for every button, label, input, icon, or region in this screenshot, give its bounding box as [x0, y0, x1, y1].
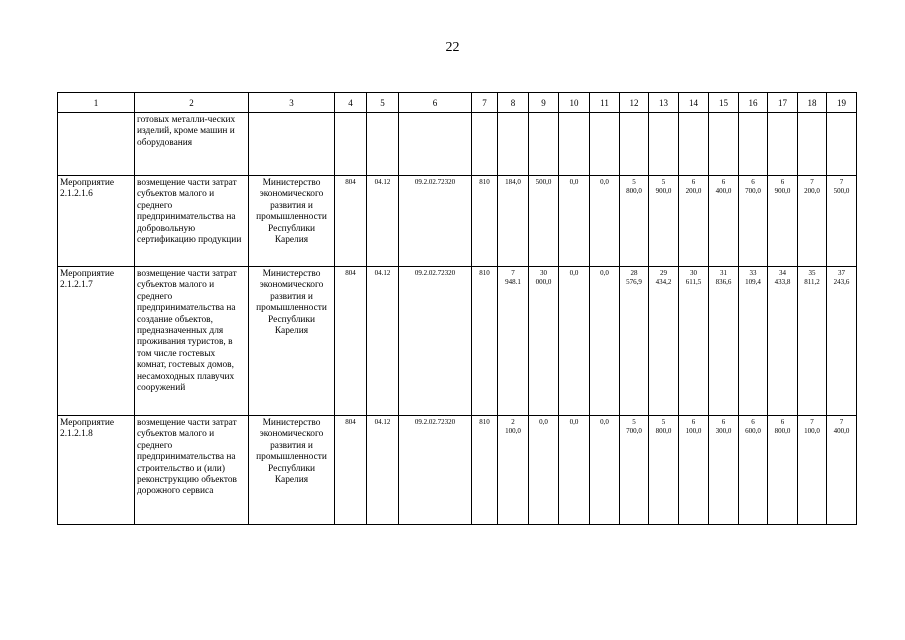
amount-part: 500,0: [535, 178, 552, 186]
amount-cell: [739, 176, 768, 267]
amount-part: 434,2: [655, 278, 672, 286]
amount-part: 400,0: [715, 187, 732, 195]
amount-cell: [798, 416, 827, 525]
amount-part: 811,2: [804, 278, 820, 286]
amount-part: 6: [751, 418, 755, 426]
column-header-14: 14: [679, 93, 709, 113]
amount-cell: [620, 416, 649, 525]
amount-part: 109,4: [745, 278, 761, 286]
amount-cell: [739, 113, 768, 176]
table-row: [58, 416, 857, 525]
amount-part: 836,6: [715, 278, 732, 286]
budget-table: [57, 92, 857, 525]
amount-cell: [529, 113, 559, 176]
column-header-6: 6: [399, 93, 472, 113]
amount-part: 0,0: [600, 418, 609, 426]
amount-part: 6: [780, 178, 785, 186]
amount-part: 5: [632, 178, 636, 186]
amount-cell: [768, 176, 798, 267]
amount-cell: [709, 416, 739, 525]
amount-part: 100,0: [505, 427, 521, 435]
code-cell: 804: [335, 416, 367, 525]
amount-part: 800,0: [774, 427, 791, 435]
amount-part: 800,0: [626, 187, 642, 195]
expense-type-cell: 810: [472, 267, 498, 416]
amount-cell: [679, 267, 709, 416]
column-header-4: 4: [335, 93, 367, 113]
amount-part: 948.1: [505, 278, 521, 286]
column-header-11: 11: [590, 93, 620, 113]
column-header-18: 18: [798, 93, 827, 113]
amount-part: 243,6: [833, 278, 850, 286]
amount-part: 200,0: [685, 187, 702, 195]
amount-cell: [620, 176, 649, 267]
amount-cell: [827, 416, 857, 525]
amount-cell: [590, 267, 620, 416]
column-header-2: 2: [135, 93, 249, 113]
section-cell: [367, 113, 399, 176]
amount-cell: [827, 113, 857, 176]
amount-cell: [709, 176, 739, 267]
page-number: 22: [445, 40, 460, 55]
amount-cell: [709, 113, 739, 176]
amount-cell: [649, 113, 679, 176]
amount-part: 35: [808, 269, 816, 277]
amount-part: 30: [540, 269, 547, 277]
code-cell: 804: [335, 267, 367, 416]
amount-part: 7: [810, 418, 814, 426]
amount-part: 0,0: [569, 178, 579, 186]
amount-part: 7: [839, 418, 844, 426]
amount-part: 700,0: [626, 427, 642, 435]
column-header-1: 1: [58, 93, 135, 113]
amount-part: 0,0: [600, 269, 609, 277]
amount-part: 500,0: [833, 187, 850, 195]
event-description-cell: возмещение части затрат субъектов малого и среднего предпринимательства на создание объектов, предназначенных для проживания туристов, в том числе гостевых комнат, гостевых домов, несамоходных плавучих сооружений: [135, 267, 249, 416]
amount-part: 6: [691, 178, 696, 186]
amount-part: 200,0: [804, 187, 820, 195]
amount-cell: [498, 176, 529, 267]
target-article-cell: [399, 113, 472, 176]
amount-cell: [620, 267, 649, 416]
event-code-cell: Мероприятие 2.1.2.1.6: [58, 176, 135, 267]
amount-cell: [559, 416, 590, 525]
amount-part: 6: [721, 178, 726, 186]
amount-part: 5: [661, 178, 666, 186]
header-row: [58, 93, 857, 113]
amount-cell: [798, 267, 827, 416]
amount-part: 300,0: [715, 427, 732, 435]
amount-cell: [798, 176, 827, 267]
amount-cell: [649, 176, 679, 267]
table-row: [58, 113, 857, 176]
table-row: [58, 267, 857, 416]
code-cell: 804: [335, 176, 367, 267]
event-description-cell: возмещение части затрат субъектов малого и среднего предпринимательства на строительство и (или) реконструкцию объектов дорожного сервиса: [135, 416, 249, 525]
amount-cell: [827, 176, 857, 267]
amount-part: 33: [749, 269, 757, 277]
event-code-cell: [58, 113, 135, 176]
column-header-15: 15: [709, 93, 739, 113]
amount-part: 7: [511, 269, 515, 277]
amount-cell: [739, 267, 768, 416]
amount-part: 0,0: [600, 178, 609, 186]
column-header-7: 7: [472, 93, 498, 113]
responsible-executor-cell: Министерство экономического развития и промышленности Республики Карелия: [249, 176, 335, 267]
amount-cell: [590, 176, 620, 267]
amount-part: 611,5: [685, 278, 702, 286]
amount-cell: [529, 267, 559, 416]
amount-part: 0,0: [539, 418, 548, 426]
amount-cell: [498, 416, 529, 525]
event-code-cell: Мероприятие 2.1.2.1.8: [58, 416, 135, 525]
amount-part: 30: [690, 269, 697, 277]
amount-part: 600,0: [745, 427, 761, 435]
amount-part: 6: [691, 418, 696, 426]
column-header-17: 17: [768, 93, 798, 113]
amount-cell: [768, 416, 798, 525]
event-description-cell: возмещение части затрат субъектов малого и среднего предпринимательства на добровольную сертификацию продукции: [135, 176, 249, 267]
amount-cell: [559, 113, 590, 176]
column-header-5: 5: [367, 93, 399, 113]
amount-cell: [768, 113, 798, 176]
target-article-cell: 09.2.02.72320: [399, 267, 472, 416]
amount-part: 800,0: [655, 427, 672, 435]
amount-cell: [590, 416, 620, 525]
column-header-9: 9: [529, 93, 559, 113]
amount-part: 28: [630, 269, 638, 277]
responsible-executor-cell: Министерство экономического развития и промышленности Республики Карелия: [249, 416, 335, 525]
amount-part: 6: [751, 178, 755, 186]
amount-part: 5: [632, 418, 636, 426]
responsible-executor-cell: [249, 113, 335, 176]
column-header-3: 3: [249, 93, 335, 113]
amount-part: 700,0: [745, 187, 761, 195]
amount-cell: [679, 416, 709, 525]
amount-part: 7: [839, 178, 844, 186]
amount-cell: [649, 267, 679, 416]
target-article-cell: 09.2.02.72320: [399, 176, 472, 267]
amount-part: 31: [720, 269, 727, 277]
column-header-8: 8: [498, 93, 529, 113]
responsible-executor-cell: Министерство экономического развития и промышленности Республики Карелия: [249, 267, 335, 416]
amount-cell: [529, 176, 559, 267]
table-row: [58, 176, 857, 267]
amount-part: 100,0: [804, 427, 820, 435]
amount-cell: [739, 416, 768, 525]
expense-type-cell: 810: [472, 176, 498, 267]
column-header-19: 19: [827, 93, 857, 113]
section-cell: 04.12: [367, 176, 399, 267]
amount-cell: [559, 176, 590, 267]
column-header-13: 13: [649, 93, 679, 113]
amount-part: 0,0: [569, 418, 579, 426]
event-code-cell: Мероприятие 2.1.2.1.7: [58, 267, 135, 416]
amount-cell: [709, 267, 739, 416]
amount-part: 184,0: [505, 178, 521, 186]
column-header-12: 12: [620, 93, 649, 113]
amount-cell: [827, 267, 857, 416]
amount-cell: [620, 113, 649, 176]
amount-part: 6: [721, 418, 726, 426]
amount-part: 37: [838, 269, 845, 277]
amount-part: 34: [779, 269, 786, 277]
amount-cell: [529, 416, 559, 525]
section-cell: 04.12: [367, 416, 399, 525]
amount-cell: [679, 176, 709, 267]
expense-type-cell: 810: [472, 416, 498, 525]
amount-part: 0,0: [569, 269, 579, 277]
amount-part: 29: [660, 269, 667, 277]
amount-cell: [590, 113, 620, 176]
amount-part: 5: [661, 418, 666, 426]
amount-part: 576,9: [626, 278, 642, 286]
amount-cell: [679, 113, 709, 176]
amount-cell: [498, 267, 529, 416]
amount-cell: [768, 267, 798, 416]
amount-part: 100,0: [685, 427, 702, 435]
amount-cell: [798, 113, 827, 176]
target-article-cell: 09.2.02.72320: [399, 416, 472, 525]
amount-part: 000,0: [535, 278, 552, 286]
amount-part: 400,0: [833, 427, 850, 435]
section-cell: 04.12: [367, 267, 399, 416]
amount-part: 900,0: [655, 187, 672, 195]
amount-part: 2: [511, 418, 515, 426]
amount-cell: [649, 416, 679, 525]
amount-cell: [498, 113, 529, 176]
amount-cell: [559, 267, 590, 416]
amount-part: 7: [810, 178, 814, 186]
amount-part: 6: [780, 418, 785, 426]
expense-type-cell: [472, 113, 498, 176]
column-header-16: 16: [739, 93, 768, 113]
amount-part: 433,8: [774, 278, 791, 286]
code-cell: [335, 113, 367, 176]
amount-part: 900,0: [774, 187, 791, 195]
column-header-10: 10: [559, 93, 590, 113]
event-description-cell: готовых металли-ческих изделий, кроме машин и оборудования: [135, 113, 249, 176]
